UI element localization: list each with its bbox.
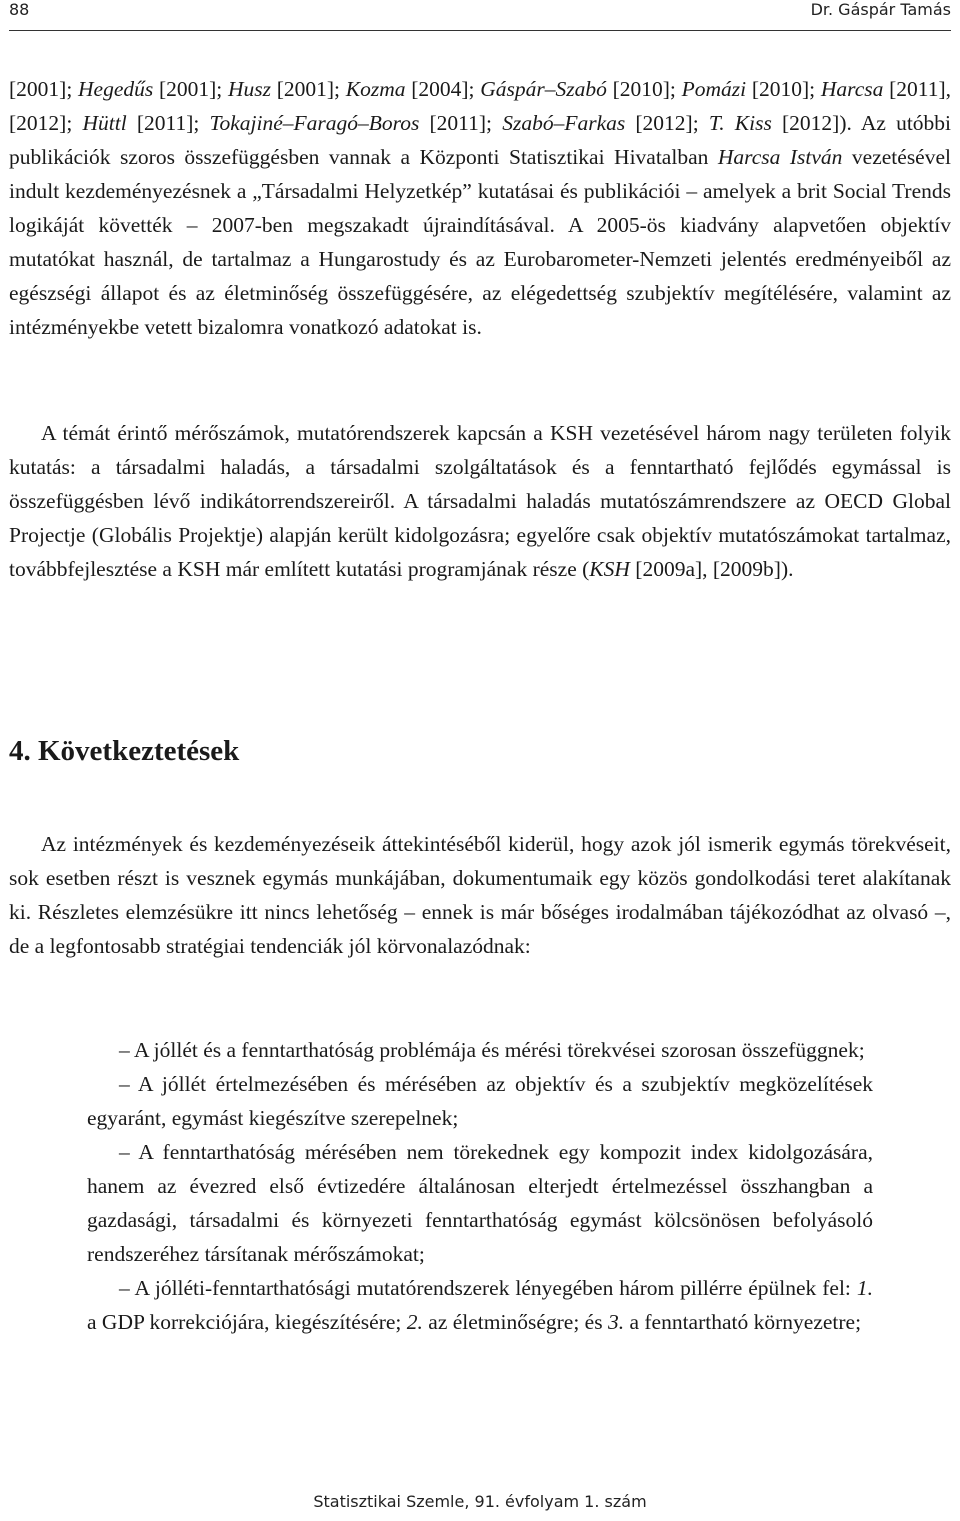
running-footer: Statisztikai Szemle, 91. évfolyam 1. szám — [313, 1492, 647, 1511]
list-item: – A jólléti-fenntarthatósági mutatórendszerek lényegében három pillérre épülnek fel: 1. a GDP korrekciójára, kiegészítésére; 2. az életminőségre; és 3. a fenntartható környezetre; — [87, 1276, 873, 1334]
paragraph-ksh-research: A témát érintő mérőszámok, mutatórendszerek kapcsán a KSH vezetésével három nagy területen folyik kutatás: a társadalmi haladás, a társadalmi szolgáltatások és a fenntartható fejlődés egymással is összefüggésben lévő indikátorrendszereiről. A társadalmi haladás mutatószámrendszere az OECD Global Projectje (Globális Projektje) alapján került kidolgozásra; egyelőre csak objektív mutatószámokat tartalmaz, továbbfejlesztése a KSH már említett kutatási programjának része (KSH [2009a], [2009b]). — [9, 421, 951, 581]
running-header — [9, 0, 951, 30]
header-divider — [9, 30, 951, 31]
running-author: Dr. Gáspár Tamás — [810, 0, 951, 19]
conclusion-list — [87, 1033, 873, 1339]
page-number: 88 — [9, 0, 30, 19]
section-heading: 4. Következtetések — [9, 735, 240, 767]
list-item: – A fenntarthatóság mérésében nem törekednek egy kompozit index kidolgozására, hanem az évezred első évtizedére általánosan elterjedt értelmezéssel összhangban a gazdasági, társadalmi és környezeti fenntarthatóság egymást kölcsönösen befolyásoló rendszeréhez társítanak mérőszámokat; — [87, 1140, 873, 1266]
list-item: – A jóllét értelmezésében és mérésében az objektív és a szubjektív megközelítések egyaránt, egymást kiegészítve szerepelnek; — [87, 1072, 873, 1130]
list-item: – A jóllét és a fenntarthatóság problémája és mérési törekvései szorosan összefüggnek; — [119, 1038, 865, 1062]
paragraph-references: [2001]; Hegedűs [2001]; Husz [2001]; Kozma [2004]; Gáspár–Szabó [2010]; Pomázi [2010]; Harcsa [2011], [2012]; Hüttl [2011]; Tokajiné–Faragó–Boros [2011]; Szabó–Farkas [2012]; T. Kiss [2012]). Az utóbbi publikációk szoros összefüggésben vannak a Központi Statisztikai Hivatalban Harcsa István vezetésével indult kezdeményezésnek a „Társadalmi Helyzetkép” kutatásai és publikációi – amelyek a brit Social Trends logikáját követték – 2007-ben megszakadt újraindításával. A 2005-ös kiadvány alapvetően objektív mutatókat használ, de tartalmaz a Hungarostudy és az Eurobarometer-Nemzeti jelentés eredményeiből az egészségi állapot és az életminőség összefüggésére, az elégedettség szubjektív megítélésére, valamint az intézményekbe vetett bizalomra vonatkozó adatokat is. — [9, 77, 952, 339]
paragraph-conclusions: Az intézmények és kezdeményezéseik áttekintéséből kiderül, hogy azok jól ismerik egymás törekvéseit, sok esetben részt is vesznek egymás munkájában, dokumentumaik egy közös gondolkodási teret alakítanak ki. Részletes elemzésükre itt nincs lehetőség – ennek is már bőséges irodalmában tájékozódhat az olvasó –, de a legfontosabb stratégiai tendenciák jól körvonalazódnak: — [9, 832, 951, 958]
